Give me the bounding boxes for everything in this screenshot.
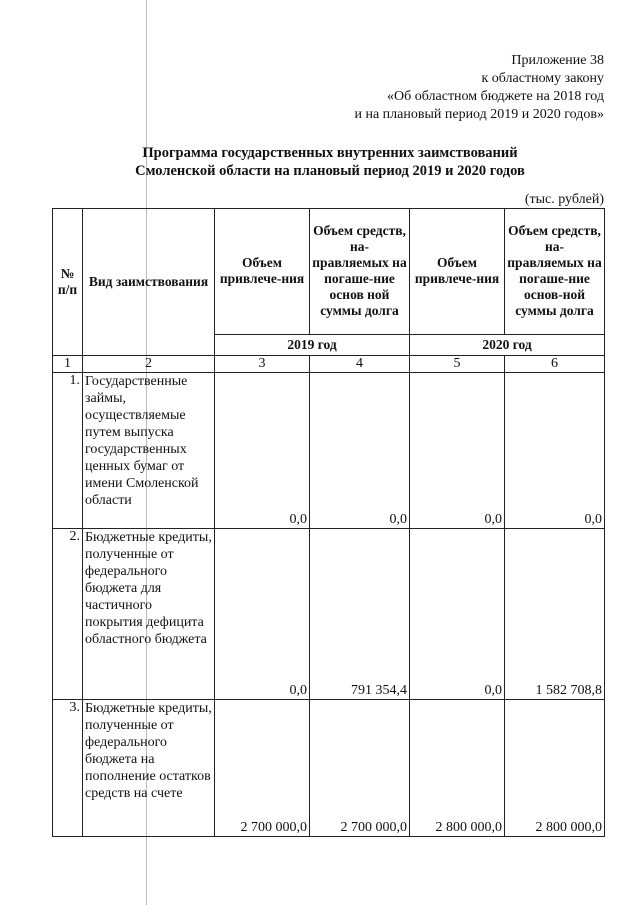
- table-row: [53, 700, 605, 837]
- row-value: 2 700 000,0: [215, 700, 310, 837]
- row-name: Бюджетные кредиты, полученные от федерального бюджета на пополнение остатков средств на счете: [83, 700, 215, 837]
- row-value: 791 354,4: [310, 529, 410, 700]
- document-title: [60, 144, 600, 180]
- column-number-row: [53, 356, 605, 373]
- header-col4: Объем средств, на-правляемых на погаше-ние основ ной суммы долга: [310, 209, 410, 335]
- row-value: 1 582 708,8: [505, 529, 605, 700]
- units-label: (тыс. рублей): [524, 192, 604, 207]
- appendix-header: [354, 52, 604, 124]
- row-number: 1.: [53, 373, 83, 529]
- table-row: [53, 373, 605, 529]
- table-row: [53, 529, 605, 700]
- header-col5: Объем привлече-ния: [410, 209, 505, 335]
- row-value: 0,0: [215, 529, 310, 700]
- column-number: 1: [53, 356, 83, 373]
- row-name: Государственные займы, осуществляемые путем выпуска государственных ценных бумаг от имени Смоленской области: [83, 373, 215, 529]
- column-number: 4: [310, 356, 410, 373]
- row-value: 0,0: [505, 373, 605, 529]
- row-value: 0,0: [215, 373, 310, 529]
- row-number: 2.: [53, 529, 83, 700]
- year-2020: 2020 год: [410, 334, 605, 355]
- header-num: № п/п: [53, 209, 83, 356]
- title-line: Программа государственных внутренних заимствований: [142, 145, 518, 161]
- header-row: [53, 209, 605, 335]
- appendix-line: «Об областном бюджете на 2018 год: [387, 89, 604, 104]
- row-value: 0,0: [410, 529, 505, 700]
- header-col6: Объем средств, на-правляемых на погаше-ние основ-ной суммы долга: [505, 209, 605, 335]
- row-name: Бюджетные кредиты, полученные от федерального бюджета для частичного покрытия дефицита областного бюджета: [83, 529, 215, 700]
- header-col3: Объем привлече-ния: [215, 209, 310, 335]
- header-type: Вид заимствования: [83, 209, 215, 356]
- row-value: 0,0: [310, 373, 410, 529]
- row-value: 2 700 000,0: [310, 700, 410, 837]
- row-number: 3.: [53, 700, 83, 837]
- year-2019: 2019 год: [215, 334, 410, 355]
- borrowing-table: [52, 208, 605, 837]
- appendix-line: к областному закону: [481, 71, 604, 86]
- column-number: 3: [215, 356, 310, 373]
- column-number: 6: [505, 356, 605, 373]
- row-value: 2 800 000,0: [410, 700, 505, 837]
- row-value: 0,0: [410, 373, 505, 529]
- appendix-line: Приложение 38: [511, 53, 604, 68]
- column-number: 2: [83, 356, 215, 373]
- title-line: Смоленской области на плановый период 2019 и 2020 годов: [135, 163, 525, 179]
- row-value: 2 800 000,0: [505, 700, 605, 837]
- appendix-line: и на плановый период 2019 и 2020 годов»: [354, 107, 604, 122]
- column-number: 5: [410, 356, 505, 373]
